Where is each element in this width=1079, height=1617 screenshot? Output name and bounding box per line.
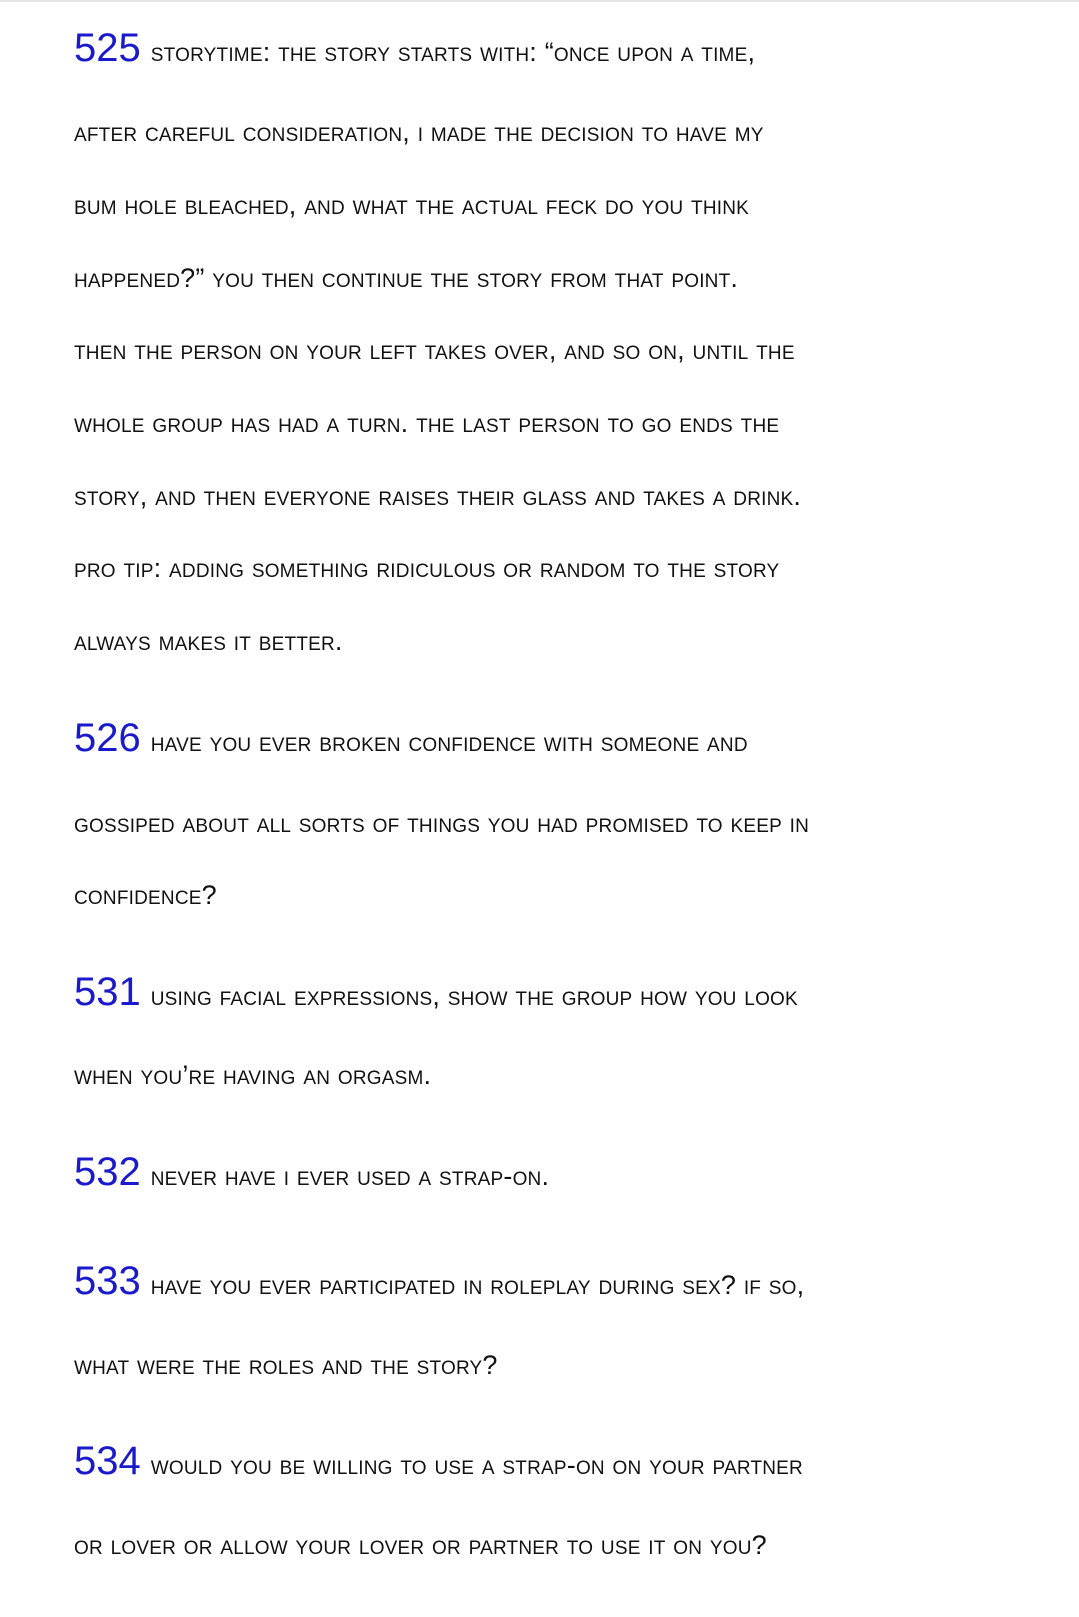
entry-534-line-1 [74, 1441, 803, 1481]
entry-number: 532 [74, 1150, 141, 1194]
entry-534-line-2: or lover or allow your lover or partner to use it on you? [74, 1530, 767, 1560]
entry-525-line-3: bum hole bleached, and what the actual feck do you think [74, 190, 750, 220]
entry-525-line-7: story, and then everyone raises their glass and takes a drink. [74, 481, 802, 511]
entry-525-line-2: after careful consideration, i made the decision to have my [74, 117, 764, 147]
top-divider [0, 0, 1079, 2]
entry-525-line-1 [74, 28, 755, 68]
entry-number: 534 [74, 1439, 141, 1483]
entry-526-line-1 [74, 718, 748, 758]
entry-533-line-2: what were the roles and the story? [74, 1350, 498, 1380]
entry-525-line-8: pro tip: adding something ridiculous or random to the story [74, 553, 780, 583]
entry-text: never have i ever used a strap-on. [150, 1161, 550, 1191]
entry-number: 526 [74, 716, 141, 760]
entry-525-line-9: always makes it better. [74, 626, 343, 656]
entry-number: 531 [74, 970, 141, 1014]
entry-531-line-1 [74, 972, 798, 1012]
entry-526-line-3: confidence? [74, 880, 217, 910]
entry-525-line-6: whole group has had a turn. the last person to go ends the [74, 408, 780, 438]
entry-number: 533 [74, 1259, 141, 1303]
entry-532-line-1 [74, 1152, 549, 1192]
entry-525-line-4: happened?” you then continue the story from that point. [74, 263, 739, 293]
entry-text: would you be willing to use a strap-on on your partner [150, 1450, 803, 1480]
entry-text: have you ever participated in roleplay during sex? if so, [150, 1270, 805, 1300]
entry-number: 525 [74, 26, 141, 70]
entry-526-line-2: gossiped about all sorts of things you had promised to keep in [74, 808, 810, 838]
entry-525-line-5: then the person on your left takes over, and so on, until the [74, 335, 795, 365]
entry-text: storytime: the story starts with: “once upon a time, [150, 37, 756, 67]
entry-text: using facial expressions, show the group how you look [150, 981, 798, 1011]
entry-text: have you ever broken confidence with someone and [150, 727, 748, 757]
entry-531-line-2: when you’re having an orgasm. [74, 1060, 432, 1090]
entry-533-line-1 [74, 1261, 804, 1301]
